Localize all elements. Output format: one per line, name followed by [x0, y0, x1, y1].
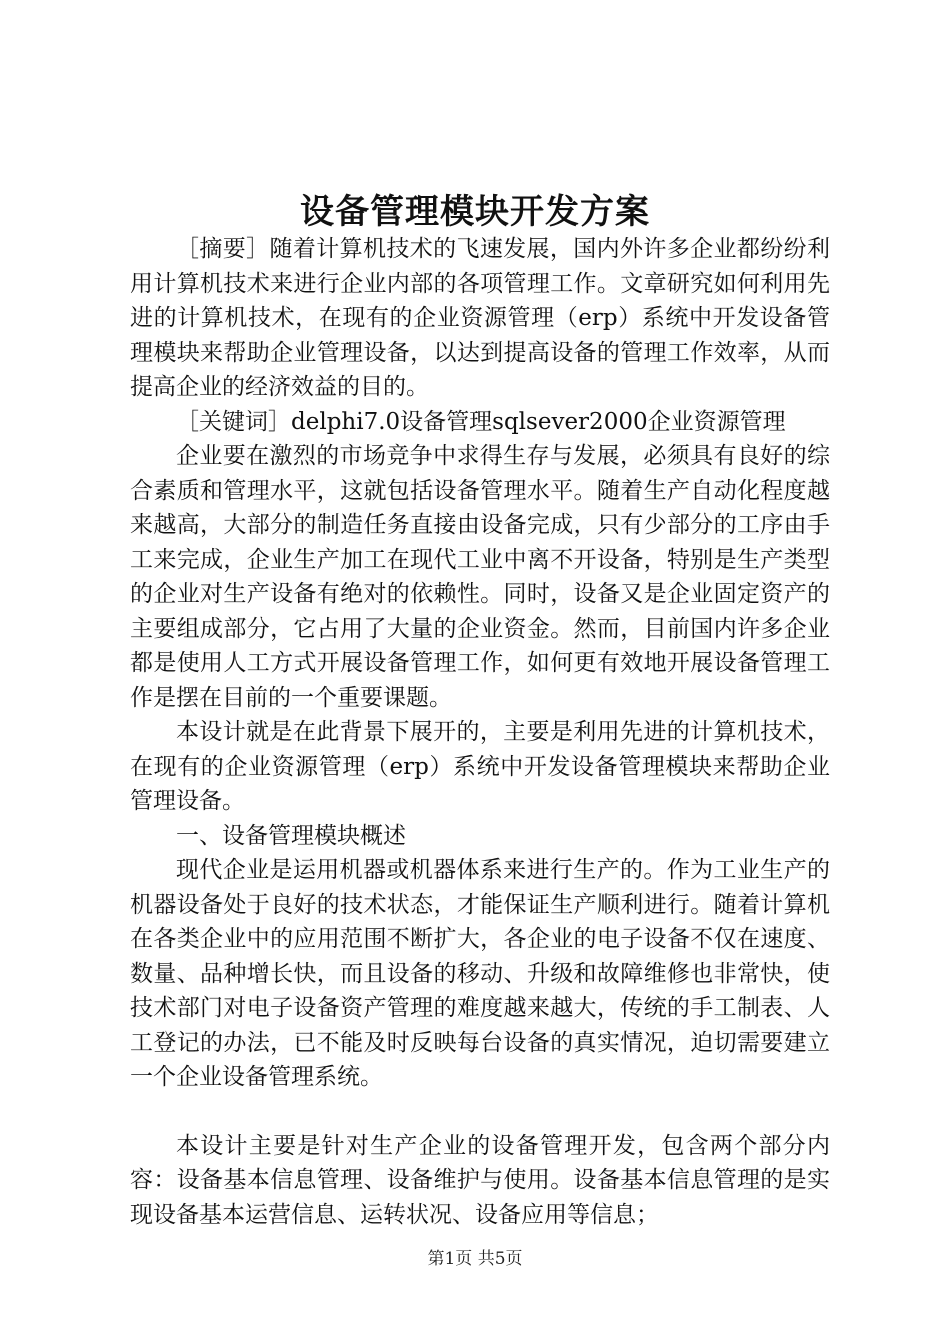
body-paragraph: 企业要在激烈的市场竞争中求得生存与发展，必须具有良好的综合素质和管理水平，这就包括设备管理水平。随着生产自动化程度越来越高，大部分的制造任务直接由设备完成，只有少部分的工序由手工来完成，企业生产加工在现代工业中离不开设备，特别是生产类型的企业对生产设备有绝对的依赖性。同时，设备又是企业固定资产的主要组成部分，它占用了大量的企业资金。然而，目前国内许多企业都是使用人工方式开展设备管理工作，如何更有效地开展设备管理工作是摆在目前的一个重要课题。	[130, 443, 830, 711]
page-number-footer: 第1页 共5页	[427, 1249, 523, 1269]
body-paragraph: 现代企业是运用机器或机器体系来进行生产的。作为工业生产的机器设备处于良好的技术状态，才能保证生产顺利进行。随着计算机在各类企业中的应用范围不断扩大，各企业的电子设备不仅在速度、数量、品种增长快，而且设备的移动、升级和故障维修也非常快，使技术部门对电子设备资产管理的难度越来越大，传统的手工制表、人工登记的办法，已不能及时反映每台设备的真实情况，迫切需要建立一个企业设备管理系统。	[130, 857, 830, 1090]
keywords-paragraph: ［关键词］delphi7.0设备管理sqlsever2000企业资源管理	[176, 408, 786, 435]
body-paragraph: 本设计主要是针对生产企业的设备管理开发，包含两个部分内容：设备基本信息管理、设备维护与使用。设备基本信息管理的是实现设备基本运营信息、运转状况、设备应用等信息；	[130, 1132, 830, 1228]
section-heading: 一、设备管理模块概述	[176, 822, 406, 849]
document-title: 设备管理模块开发方案	[300, 192, 650, 232]
document-body	[130, 232, 830, 1232]
abstract-paragraph: ［摘要］随着计算机技术的飞速发展，国内外许多企业都纷纷利用计算机技术来进行企业内部的各项管理工作。文章研究如何利用先进的计算机技术，在现有的企业资源管理（erp）系统中开发设备管理模块来帮助企业管理设备，以达到提高设备的管理工作效率，从而提高企业的经济效益的目的。	[130, 236, 830, 400]
body-paragraph: 本设计就是在此背景下展开的，主要是利用先进的计算机技术，在现有的企业资源管理（erp）系统中开发设备管理模块来帮助企业管理设备。	[130, 719, 830, 814]
